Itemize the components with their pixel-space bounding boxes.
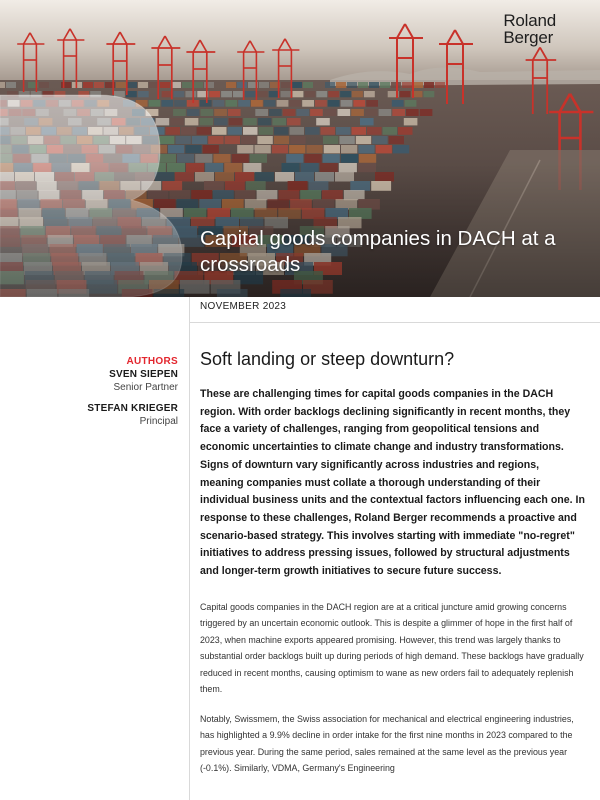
article-headline: Soft landing or steep downturn? <box>200 349 455 369</box>
article-body <box>200 346 585 790</box>
hero-title: Capital goods companies in DACH at a crossroads <box>200 227 556 276</box>
author-role: Senior Partner <box>113 382 178 393</box>
header-divider <box>189 322 600 323</box>
author-name[interactable]: STEFAN KRIEGER <box>87 403 178 414</box>
lead-paragraph: These are challenging times for capital goods companies in the DACH region. With order backlogs declining significantly in recent months, they face a variety of challenges, ranging from geopolitical tensions and economic uncertainties to climate change and industry transformations. Signs of downturn vary significantly across industries and regions, meaning companies must collate a thorough understanding of their individual business units and the contextual factors influencing each one. In response to these challenges, Roland Berger recommends a proactive and scenario-based strategy. This involves starting with immediate "no-regret" initiatives to address pressing issues, followed by structural adjustments and longer-term growth initiatives to secure future success. <box>200 388 585 578</box>
body-paragraph: Notably, Swissmem, the Swiss association for mechanical and electrical engineering industries, has highlighted a 9.9% decline in order intake for the first nine months in 2023 compared to the previous year. During the same period, sales remained at the same level as the previous year (-0.1%). Similarly, VDMA, Germany's Engineering <box>200 713 574 774</box>
author-role: Principal <box>139 416 178 427</box>
hero-banner <box>0 0 600 297</box>
publication-date: NOVEMBER 2023 <box>200 301 287 312</box>
body-paragraph: Capital goods companies in the DACH region are at a critical juncture amid growing concerns triggered by an uncertain economic outlook. This is despite a glimmer of hope in the first half of 2023, when machine exports appeared promising. However, this trend was largely thanks to substantial order backlogs built up during periods of high demand. These backlogs have gradually reduced in recent months, causing optimism to wane as new orders fail to adequately replenish them. <box>200 601 584 695</box>
roland-berger-logo[interactable]: Roland Berger <box>503 11 556 47</box>
authors-sidebar <box>0 355 178 436</box>
column-divider <box>189 297 190 800</box>
authors-heading: AUTHORS <box>126 356 178 367</box>
author-name[interactable]: SVEN SIEPEN <box>109 369 178 380</box>
